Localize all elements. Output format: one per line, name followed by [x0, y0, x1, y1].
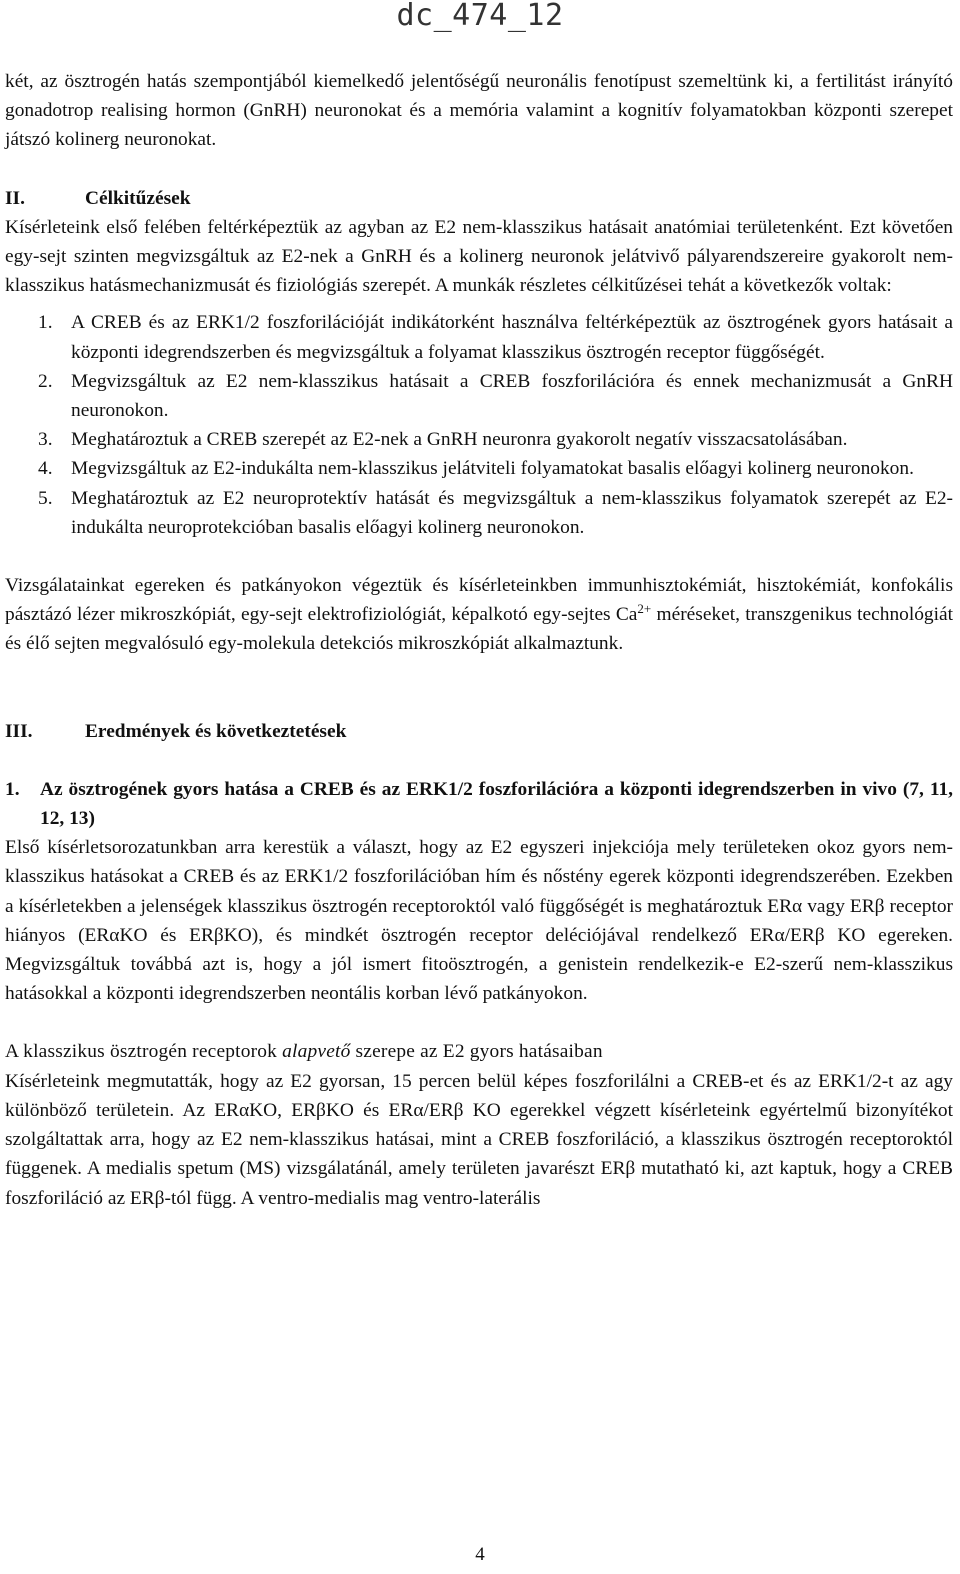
section-2-title: Célkitűzések — [85, 187, 191, 209]
methods-text-part2: méréseket, transzgenikus technológiát és élő sejten megvalósuló egy-molekula detekciós mikroszkópiát alkalmaztunk. — [5, 604, 953, 655]
subsection-title-end: szerepe az E2 gyors hatásaiban — [350, 1041, 603, 1063]
result-1-heading — [5, 775, 953, 833]
aim-text: A CREB és az ERK1/2 foszforilációját indikátorként használva feltérképeztük az ösztrogének gyors hatásait a központi idegrendszerben és megvizsgáltuk a folyamat klasszikus ösztrogén receptor függőségét. — [71, 312, 953, 363]
aim-text: Meghatároztuk a CREB szerepét az E2-nek a GnRH neuronra gyakorolt negatív visszacsatolásában. — [71, 429, 848, 451]
subsection-title-start: A klasszikus ösztrogén receptorok — [5, 1041, 283, 1063]
section-2-number: II. — [5, 187, 25, 209]
subsection-heading — [5, 1037, 953, 1066]
subsection-title-emphasis: alapvető — [282, 1041, 351, 1063]
aim-text: Meghatároztuk az E2 neuroprotektív hatását és megvizsgáltuk a nem-klasszikus folyamatok szerepét az E2-indukálta neuroprotekcióban basalis előagyi kolinerg neuronokon. — [71, 487, 953, 538]
aim-item-3 — [5, 425, 953, 454]
document-id-header: dc_474_12 — [396, 0, 564, 33]
section-3-number: III. — [5, 720, 33, 742]
page-content — [5, 67, 953, 1213]
aim-number: 2. — [38, 370, 53, 392]
subsection-paragraph: Kísérleteink megmutatták, hogy az E2 gyorsan, 15 percen belül képes foszforilálni a CREB-et és az ERK1/2-t az agy különböző területein. Az ERαKO, ERβKO és ERα/ERβ KO egerekkel végzett kísérleteink egyértelmű bizonyítékot szolgáltattak arra, hogy az E2 nem-klasszikus hatásai, mint a CREB foszforiláció, a klasszikus ösztrogén receptoroktól függenek. A medialis spetum (MS) vizsgálatánál, amely területen javarészt ERβ mutatható ki, azt kaptuk, hogy a CREB foszforiláció az ERβ-tól függ. A ventro-medialis mag ventro-laterális — [5, 1070, 953, 1209]
aim-item-4 — [5, 454, 953, 483]
aim-item-5 — [5, 484, 953, 542]
methods-paragraph — [5, 571, 953, 659]
aim-item-1 — [5, 308, 953, 366]
section-3-title: Eredmények és következtetések — [85, 720, 347, 742]
calcium-superscript: 2+ — [637, 601, 652, 617]
aim-number: 4. — [38, 458, 53, 480]
aim-text: Megvizsgáltuk az E2 nem-klasszikus hatásait a CREB foszforilációra és ennek mechanizmusát a GnRH neuronokon. — [71, 370, 953, 422]
result-1-number: 1. — [5, 778, 20, 800]
page-number: 4 — [475, 1544, 485, 1565]
aim-item-2 — [5, 367, 953, 425]
aim-number: 3. — [38, 429, 53, 451]
result-1-paragraph: Első kísérletsorozatunkban arra kerestük a választ, hogy az E2 egyszeri injekciója mely területeken okoz gyors nem-klasszikus hatásokat a CREB és az ERK1/2 foszforilációban hím és nőstény egerek központi idegrendszerében. Ezekben a kísérletekben a jelenségek klasszikus ösztrogén receptoroktól való függőségét is meghatároztuk ERα vagy ERβ receptor hiányos (ERαKO és ERβKO), és mindkét ösztrogén receptor deléciójával rendelkező ERα/ERβ KO egereken. Megvizsgáltuk továbbá azt is, hogy a jól ismert fitoösztrogén, a genistein rendelkezik-e E2-szerű nem-klasszikus hatásokkal a központi idegrendszerben neontális korban lévő patkányokon. — [5, 837, 953, 1005]
aim-number: 5. — [38, 487, 53, 509]
aim-number: 1. — [38, 312, 53, 334]
section-3-heading — [5, 717, 953, 746]
aims-list — [5, 308, 953, 542]
aim-text: Megvizsgáltuk az E2-indukálta nem-klasszikus jelátviteli folyamatokat basalis előagyi kolinerg neuronokon. — [71, 458, 914, 480]
result-1-title: Az ösztrogének gyors hatása a CREB és az ERK1/2 foszforilációra a központi idegrendszerben in vivo (7, 11, 12, 13) — [40, 778, 953, 830]
aims-paragraph: Kísérleteink első felében feltérképeztük az agyban az E2 nem-klasszikus hatásait anatómiai területenként. Ezt követően egy-sejt szinten megvizsgáltuk az E2-nek a GnRH és a kolinerg neuronok jelátvivő pályarendszereire gyakorolt nem-klasszikus hatásmechanizmusát és fiziológiás szerepét. A munkák részletes célkitűzései tehát a következők voltak: — [5, 216, 953, 297]
section-2-heading — [5, 184, 953, 213]
methods-text-part1: Vizsgálatainkat egereken és patkányokon végeztük és kísérleteinkben immunhisztokémiát, hisztokémiát, konfokális pásztázó lézer mikroszkópiát, egy-sejt elektrofiziológiát, képalkotó egy-sejtes Ca — [5, 575, 953, 626]
intro-paragraph: két, az ösztrogén hatás szempontjából kiemelkedő jelentőségű neuronális fenotípust szemeltünk ki, a fertilitást irányító gonadotrop realising hormon (GnRH) neuronokat és a memória valamint a kognitív folyamatokban központi szerepet játszó kolinerg neuronokat. — [5, 71, 953, 151]
